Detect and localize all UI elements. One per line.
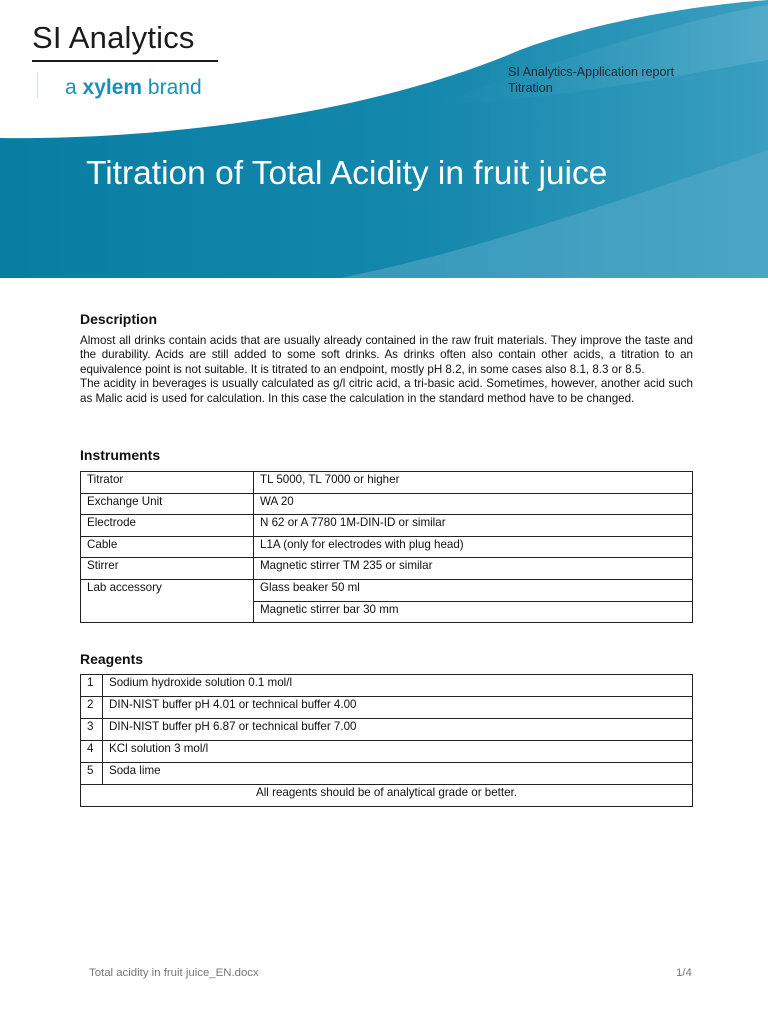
table-row xyxy=(81,558,693,580)
reagent-number: 5 xyxy=(81,763,103,785)
reagent-name: KCl solution 3 mol/l xyxy=(103,741,693,763)
table-row xyxy=(81,472,693,494)
reagent-number: 1 xyxy=(81,675,103,697)
reagents-note: All reagents should be of analytical grade or better. xyxy=(81,785,693,807)
instrument-value: L1A (only for electrodes with plug head) xyxy=(254,536,693,558)
header-banner xyxy=(0,0,768,278)
reagent-name: DIN-NIST buffer pH 6.87 or technical buffer 7.00 xyxy=(103,719,693,741)
reagent-name: Soda lime xyxy=(103,763,693,785)
tagline-suffix: brand xyxy=(147,76,202,99)
reagent-number: 2 xyxy=(81,697,103,719)
description-body xyxy=(80,334,693,406)
table-row xyxy=(81,579,693,601)
reagents-heading: Reagents xyxy=(80,651,144,667)
instrument-value: TL 5000, TL 7000 or higher xyxy=(254,472,693,494)
instrument-name: Exchange Unit xyxy=(81,493,254,515)
instrument-value: Glass beaker 50 ml xyxy=(254,579,693,601)
report-type-line1: SI Analytics-Application report xyxy=(508,65,675,79)
page-title: Titration of Total Acidity in fruit juice xyxy=(86,155,608,192)
reagents-table xyxy=(80,674,693,807)
footer-page-number: 1/4 xyxy=(676,967,692,979)
table-row xyxy=(81,785,693,807)
company-logo-name: SI Analytics xyxy=(32,20,195,55)
company-logo-tagline xyxy=(65,76,202,100)
reagent-number: 4 xyxy=(81,741,103,763)
table-row xyxy=(81,493,693,515)
report-type xyxy=(508,64,674,96)
table-row xyxy=(81,515,693,537)
tagline-brand: xylem xyxy=(82,76,143,99)
instruments-table xyxy=(80,471,693,623)
reagent-name: DIN-NIST buffer pH 4.01 or technical buffer 4.00 xyxy=(103,697,693,719)
instrument-value: Magnetic stirrer TM 235 or similar xyxy=(254,558,693,580)
description-paragraph: Almost all drinks contain acids that are usually already contained in the raw fruit materials. They improve the taste and the durability. Acids are still added to some soft drinks. As drinks often also contain other acids, a titration to an equivalence point is not suitable. It is titrated to an endpoint, mostly pH 8.2, in some cases also 8.1, 8.3 or 8.5. xyxy=(80,334,693,376)
table-row xyxy=(81,763,693,785)
instrument-name: Lab accessory xyxy=(81,579,254,622)
reagent-name: Sodium hydroxide solution 0.1 mol/l xyxy=(103,675,693,697)
instrument-value: WA 20 xyxy=(254,493,693,515)
instrument-name: Electrode xyxy=(81,515,254,537)
table-row xyxy=(81,741,693,763)
reagent-number: 3 xyxy=(81,719,103,741)
report-type-line2: Titration xyxy=(508,81,553,95)
logo-accent-bar xyxy=(37,72,38,98)
instrument-name: Stirrer xyxy=(81,558,254,580)
instrument-value: N 62 or A 7780 1M-DIN-ID or similar xyxy=(254,515,693,537)
instrument-name: Cable xyxy=(81,536,254,558)
tagline-prefix: a xyxy=(65,76,77,99)
instruments-heading: Instruments xyxy=(80,447,161,463)
logo-divider xyxy=(32,60,218,62)
description-paragraph: The acidity in beverages is usually calculated as g/l citric acid, a tri-basic acid. Sometimes, however, another acid such as Malic acid is used for calculation. In this case the calculation in the standard method have to be changed. xyxy=(80,377,693,405)
table-row xyxy=(81,697,693,719)
description-heading: Description xyxy=(80,311,158,327)
table-row xyxy=(81,719,693,741)
instrument-name: Titrator xyxy=(81,472,254,494)
table-row xyxy=(81,675,693,697)
instrument-value: Magnetic stirrer bar 30 mm xyxy=(254,601,693,623)
table-row xyxy=(81,536,693,558)
footer-filename: Total acidity in fruit juice_EN.docx xyxy=(89,967,259,979)
